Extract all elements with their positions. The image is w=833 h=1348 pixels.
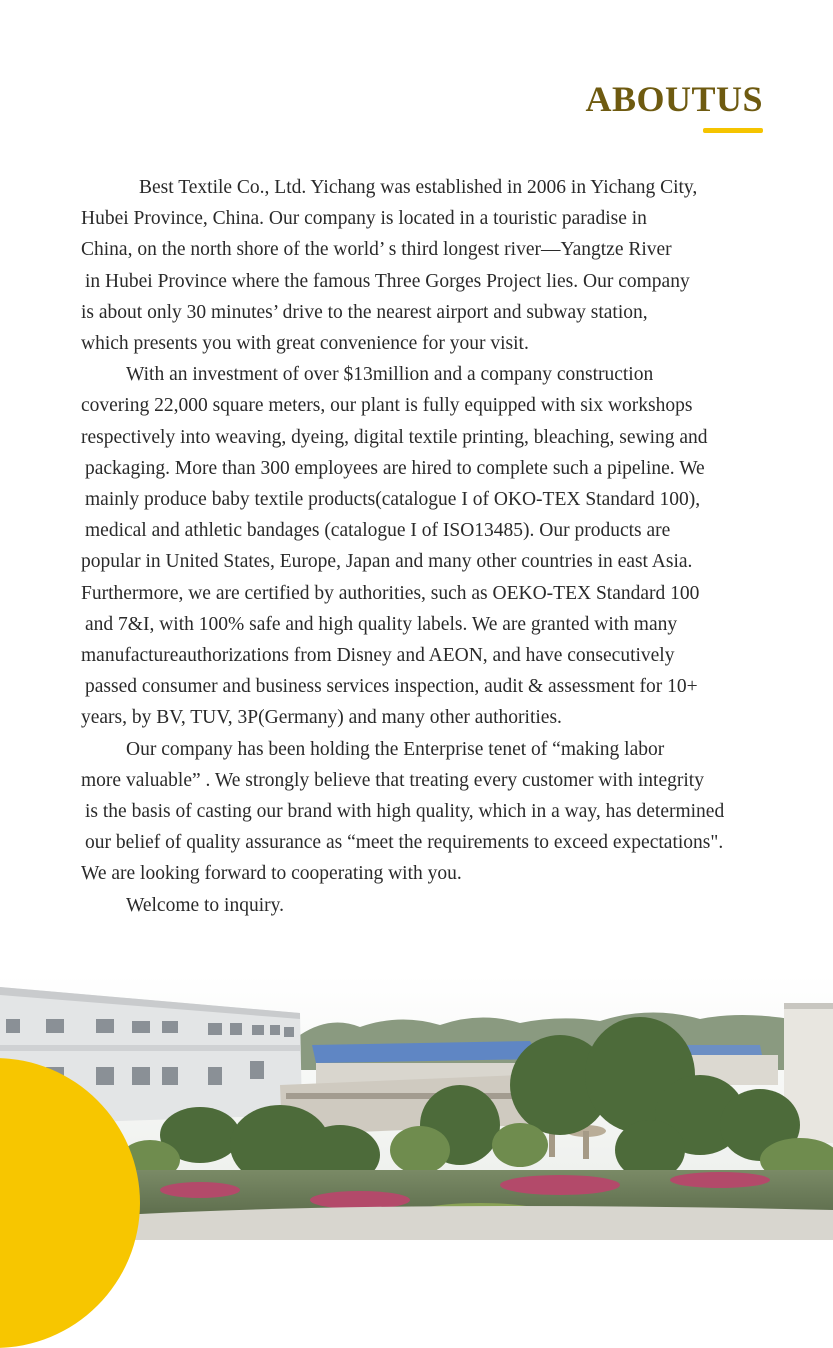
text-line: We are looking forward to cooperating with you.: [81, 863, 462, 885]
text-line: is about only 30 minutes’ drive to the nearest airport and subway station,: [81, 301, 648, 323]
text-line: and 7&I, with 100% safe and high quality labels. We are granted with many: [85, 613, 678, 635]
page-title: ABOUTUS: [585, 79, 763, 119]
text-line: which presents you with great convenience for your visit.: [81, 333, 529, 355]
text-line: mainly produce baby textile products(catalogue I of OKO-TEX Standard 100),: [85, 489, 701, 511]
text-line: in Hubei Province where the famous Three Gorges Project lies. Our company: [85, 270, 690, 292]
text-line: Furthermore, we are certified by authorities, such as OEKO-TEX Standard 100: [81, 582, 700, 604]
text-line: China, on the north shore of the world’ s third longest river—Yangtze River: [81, 239, 672, 261]
text-line: medical and athletic bandages (catalogue I of ISO13485). Our products are: [85, 520, 671, 542]
text-line: Best Textile Co., Ltd. Yichang was established in 2006 in Yichang City,: [139, 177, 698, 198]
text-line: With an investment of over $13million and a company construction: [126, 364, 654, 386]
text-line: covering 22,000 square meters, our plant is fully equipped with six workshops: [81, 395, 693, 417]
text-line: Hubei Province, China. Our company is located in a touristic paradise in: [81, 208, 647, 230]
text-line: years, by BV, TUV, 3P(Germany) and many other authorities.: [81, 707, 562, 729]
text-line: passed consumer and business services inspection, audit & assessment for 10+: [85, 676, 698, 698]
text-line: more valuable” . We strongly believe that treating every customer with integrity: [81, 769, 704, 791]
text-line: manufactureauthorizations from Disney and AEON, and have consecutively: [81, 645, 675, 667]
about-text: [81, 172, 791, 921]
title-underline: [703, 128, 763, 133]
text-line: Welcome to inquiry.: [126, 894, 284, 916]
text-line: Our company has been holding the Enterprise tenet of “making labor: [126, 738, 665, 760]
text-line: respectively into weaving, dyeing, digital textile printing, bleaching, sewing and: [81, 426, 708, 448]
text-line: packaging. More than 300 employees are hired to complete such a pipeline. We: [85, 457, 705, 479]
text-line: is the basis of casting our brand with high quality, which in a way, has determined: [85, 801, 725, 823]
text-line: our belief of quality assurance as “meet the requirements to exceed expectations".: [85, 832, 724, 854]
text-line: popular in United States, Europe, Japan and many other countries in east Asia.: [81, 551, 693, 573]
